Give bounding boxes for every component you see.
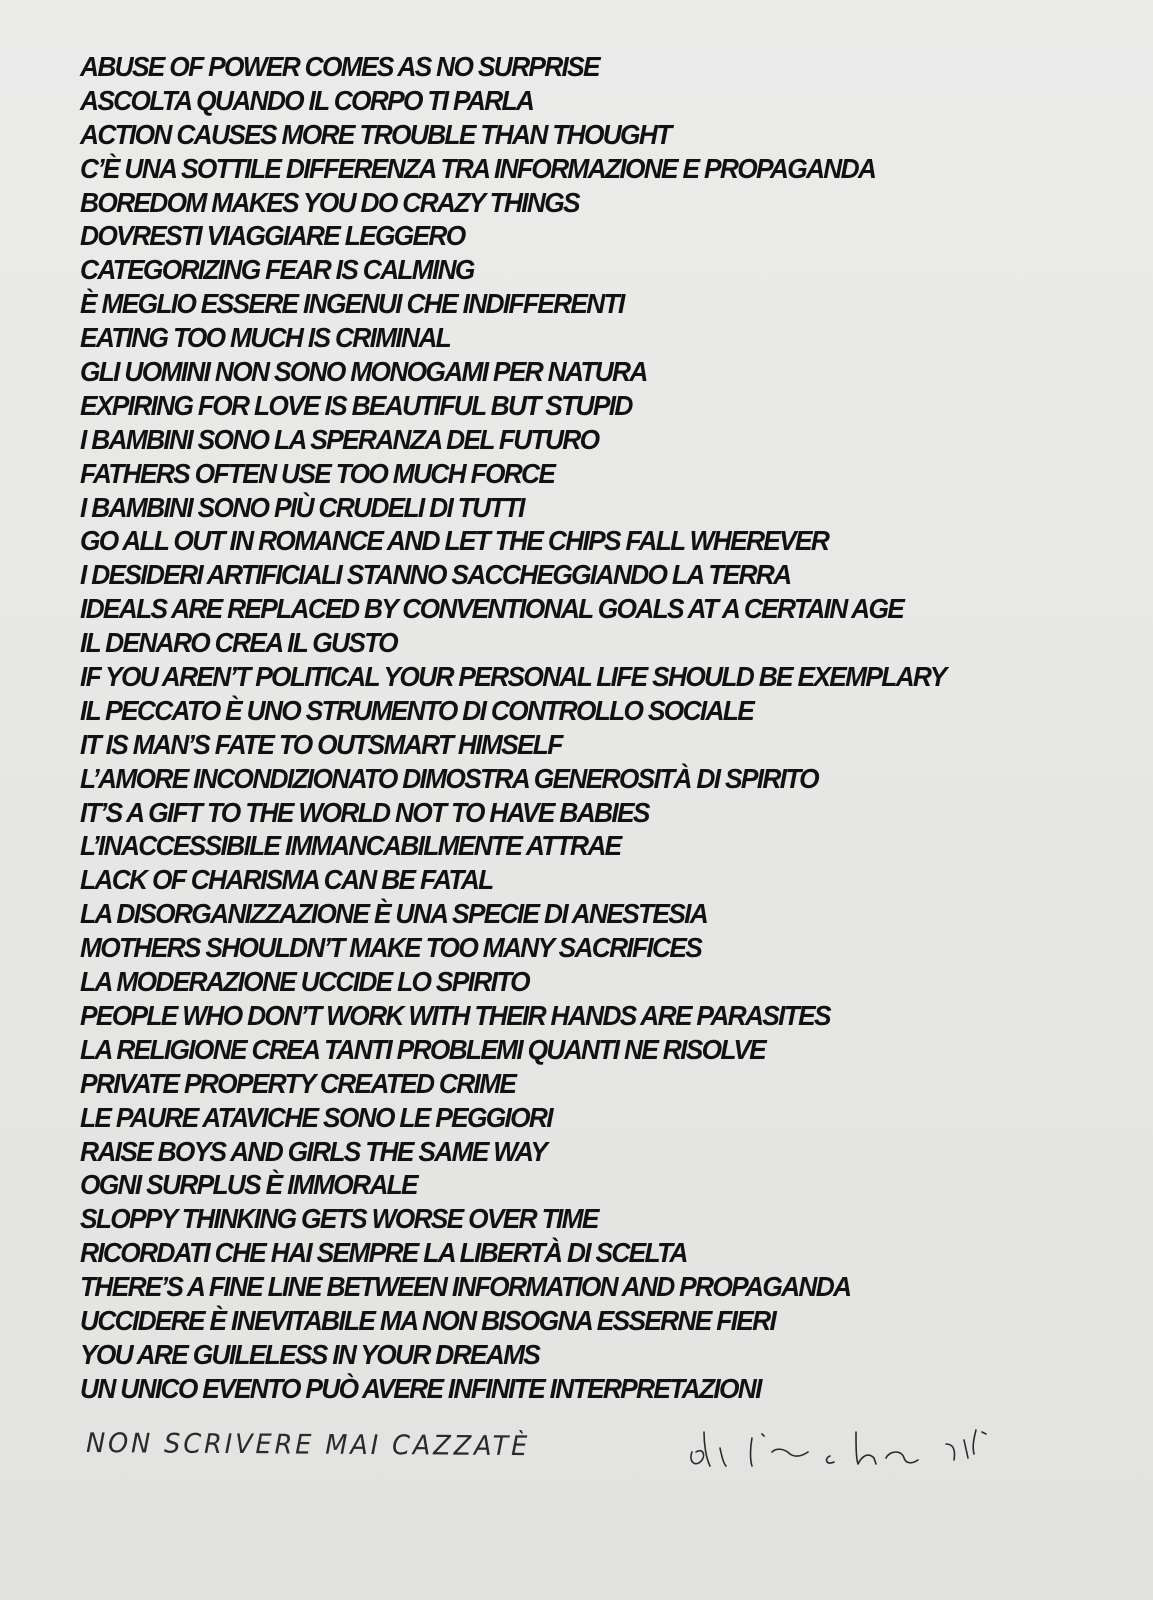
truism-line: ASCOLTA QUANDO IL CORPO TI PARLA: [80, 84, 534, 116]
truism-line: IL DENARO CREA IL GUSTO: [80, 627, 397, 659]
truism-line: IDEALS ARE REPLACED BY CONVENTIONAL GOALS AT A CERTAIN AGE: [80, 593, 904, 625]
truism-line: I DESIDERI ARTIFICIALI STANNO SACCHEGGIANDO LA TERRA: [80, 559, 791, 591]
truism-line: GO ALL OUT IN ROMANCE AND LET THE CHIPS FALL WHEREVER: [80, 525, 829, 557]
truism-line: PEOPLE WHO DON’T WORK WITH THEIR HANDS ARE PARASITES: [80, 999, 830, 1031]
truism-line: CATEGORIZING FEAR IS CALMING: [80, 254, 474, 286]
truism-line: EATING TOO MUCH IS CRIMINAL: [80, 322, 451, 354]
truism-line: RICORDATI CHE HAI SEMPRE LA LIBERTÀ DI SCELTA: [80, 1237, 687, 1269]
truism-line: ABUSE OF POWER COMES AS NO SURPRISE: [80, 51, 599, 82]
truism-line: L’AMORE INCONDIZIONATO DIMOSTRA GENEROSITÀ DI SPIRITO: [80, 762, 818, 794]
truism-list: [80, 50, 1120, 1406]
truism-line: I BAMBINI SONO LA SPERANZA DEL FUTURO: [80, 423, 599, 455]
truism-line: L’INACCESSIBILE IMMANCABILMENTE ATTRAE: [80, 830, 621, 862]
truism-line: LACK OF CHARISMA CAN BE FATAL: [80, 864, 493, 896]
truism-line: BOREDOM MAKES YOU DO CRAZY THINGS: [80, 186, 579, 218]
truism-line: FATHERS OFTEN USE TOO MUCH FORCE: [80, 457, 555, 489]
handwritten-note: NON SCRIVERE MAI CAZZATÈ: [85, 1428, 531, 1463]
truism-line: ACTION CAUSES MORE TROUBLE THAN THOUGHT: [80, 118, 671, 150]
truism-line: LA MODERAZIONE UCCIDE LO SPIRITO: [80, 966, 529, 998]
truism-line: MOTHERS SHOULDN’T MAKE TOO MANY SACRIFICES: [80, 932, 702, 964]
truism-line: IL PECCATO È UNO STRUMENTO DI CONTROLLO SOCIALE: [80, 694, 754, 726]
truism-line: È MEGLIO ESSERE INGENUI CHE INDIFFERENTI: [80, 288, 624, 320]
truism-line: PRIVATE PROPERTY CREATED CRIME: [80, 1067, 516, 1099]
truism-line: LA RELIGIONE CREA TANTI PROBLEMI QUANTI NE RISOLVE: [80, 1033, 766, 1065]
truism-line: UN UNICO EVENTO PUÒ AVERE INFINITE INTERPRETAZIONI: [80, 1372, 761, 1404]
truism-line: YOU ARE GUILELESS IN YOUR DREAMS: [80, 1338, 540, 1370]
signature-icon: [680, 1418, 1100, 1478]
truism-line: UCCIDERE È INEVITABILE MA NON BISOGNA ESSERNE FIERI: [80, 1304, 776, 1336]
truism-line: I BAMBINI SONO PIÙ CRUDELI DI TUTTI: [80, 491, 524, 523]
truism-line: C’È UNA SOTTILE DIFFERENZA TRA INFORMAZIONE E PROPAGANDA: [80, 152, 876, 184]
truism-line: OGNI SURPLUS È IMMORALE: [80, 1169, 417, 1201]
truism-line: IT’S A GIFT TO THE WORLD NOT TO HAVE BABIES: [80, 796, 649, 828]
truism-line: LE PAURE ATAVICHE SONO LE PEGGIORI: [80, 1101, 552, 1133]
truism-line: THERE’S A FINE LINE BETWEEN INFORMATION AND PROPAGANDA: [80, 1271, 851, 1303]
truism-line: EXPIRING FOR LOVE IS BEAUTIFUL BUT STUPID: [80, 389, 632, 421]
truism-line: LA DISORGANIZZAZIONE È UNA SPECIE DI ANESTESIA: [80, 898, 708, 930]
truism-line: IT IS MAN’S FATE TO OUTSMART HIMSELF: [80, 728, 562, 760]
truism-line: DOVRESTI VIAGGIARE LEGGERO: [80, 220, 465, 252]
truism-line: RAISE BOYS AND GIRLS THE SAME WAY: [80, 1135, 547, 1167]
truism-line: IF YOU AREN’T POLITICAL YOUR PERSONAL LIFE SHOULD BE EXEMPLARY: [80, 661, 946, 693]
truism-line: SLOPPY THINKING GETS WORSE OVER TIME: [80, 1203, 598, 1235]
truism-line: GLI UOMINI NON SONO MONOGAMI PER NATURA: [80, 356, 647, 388]
